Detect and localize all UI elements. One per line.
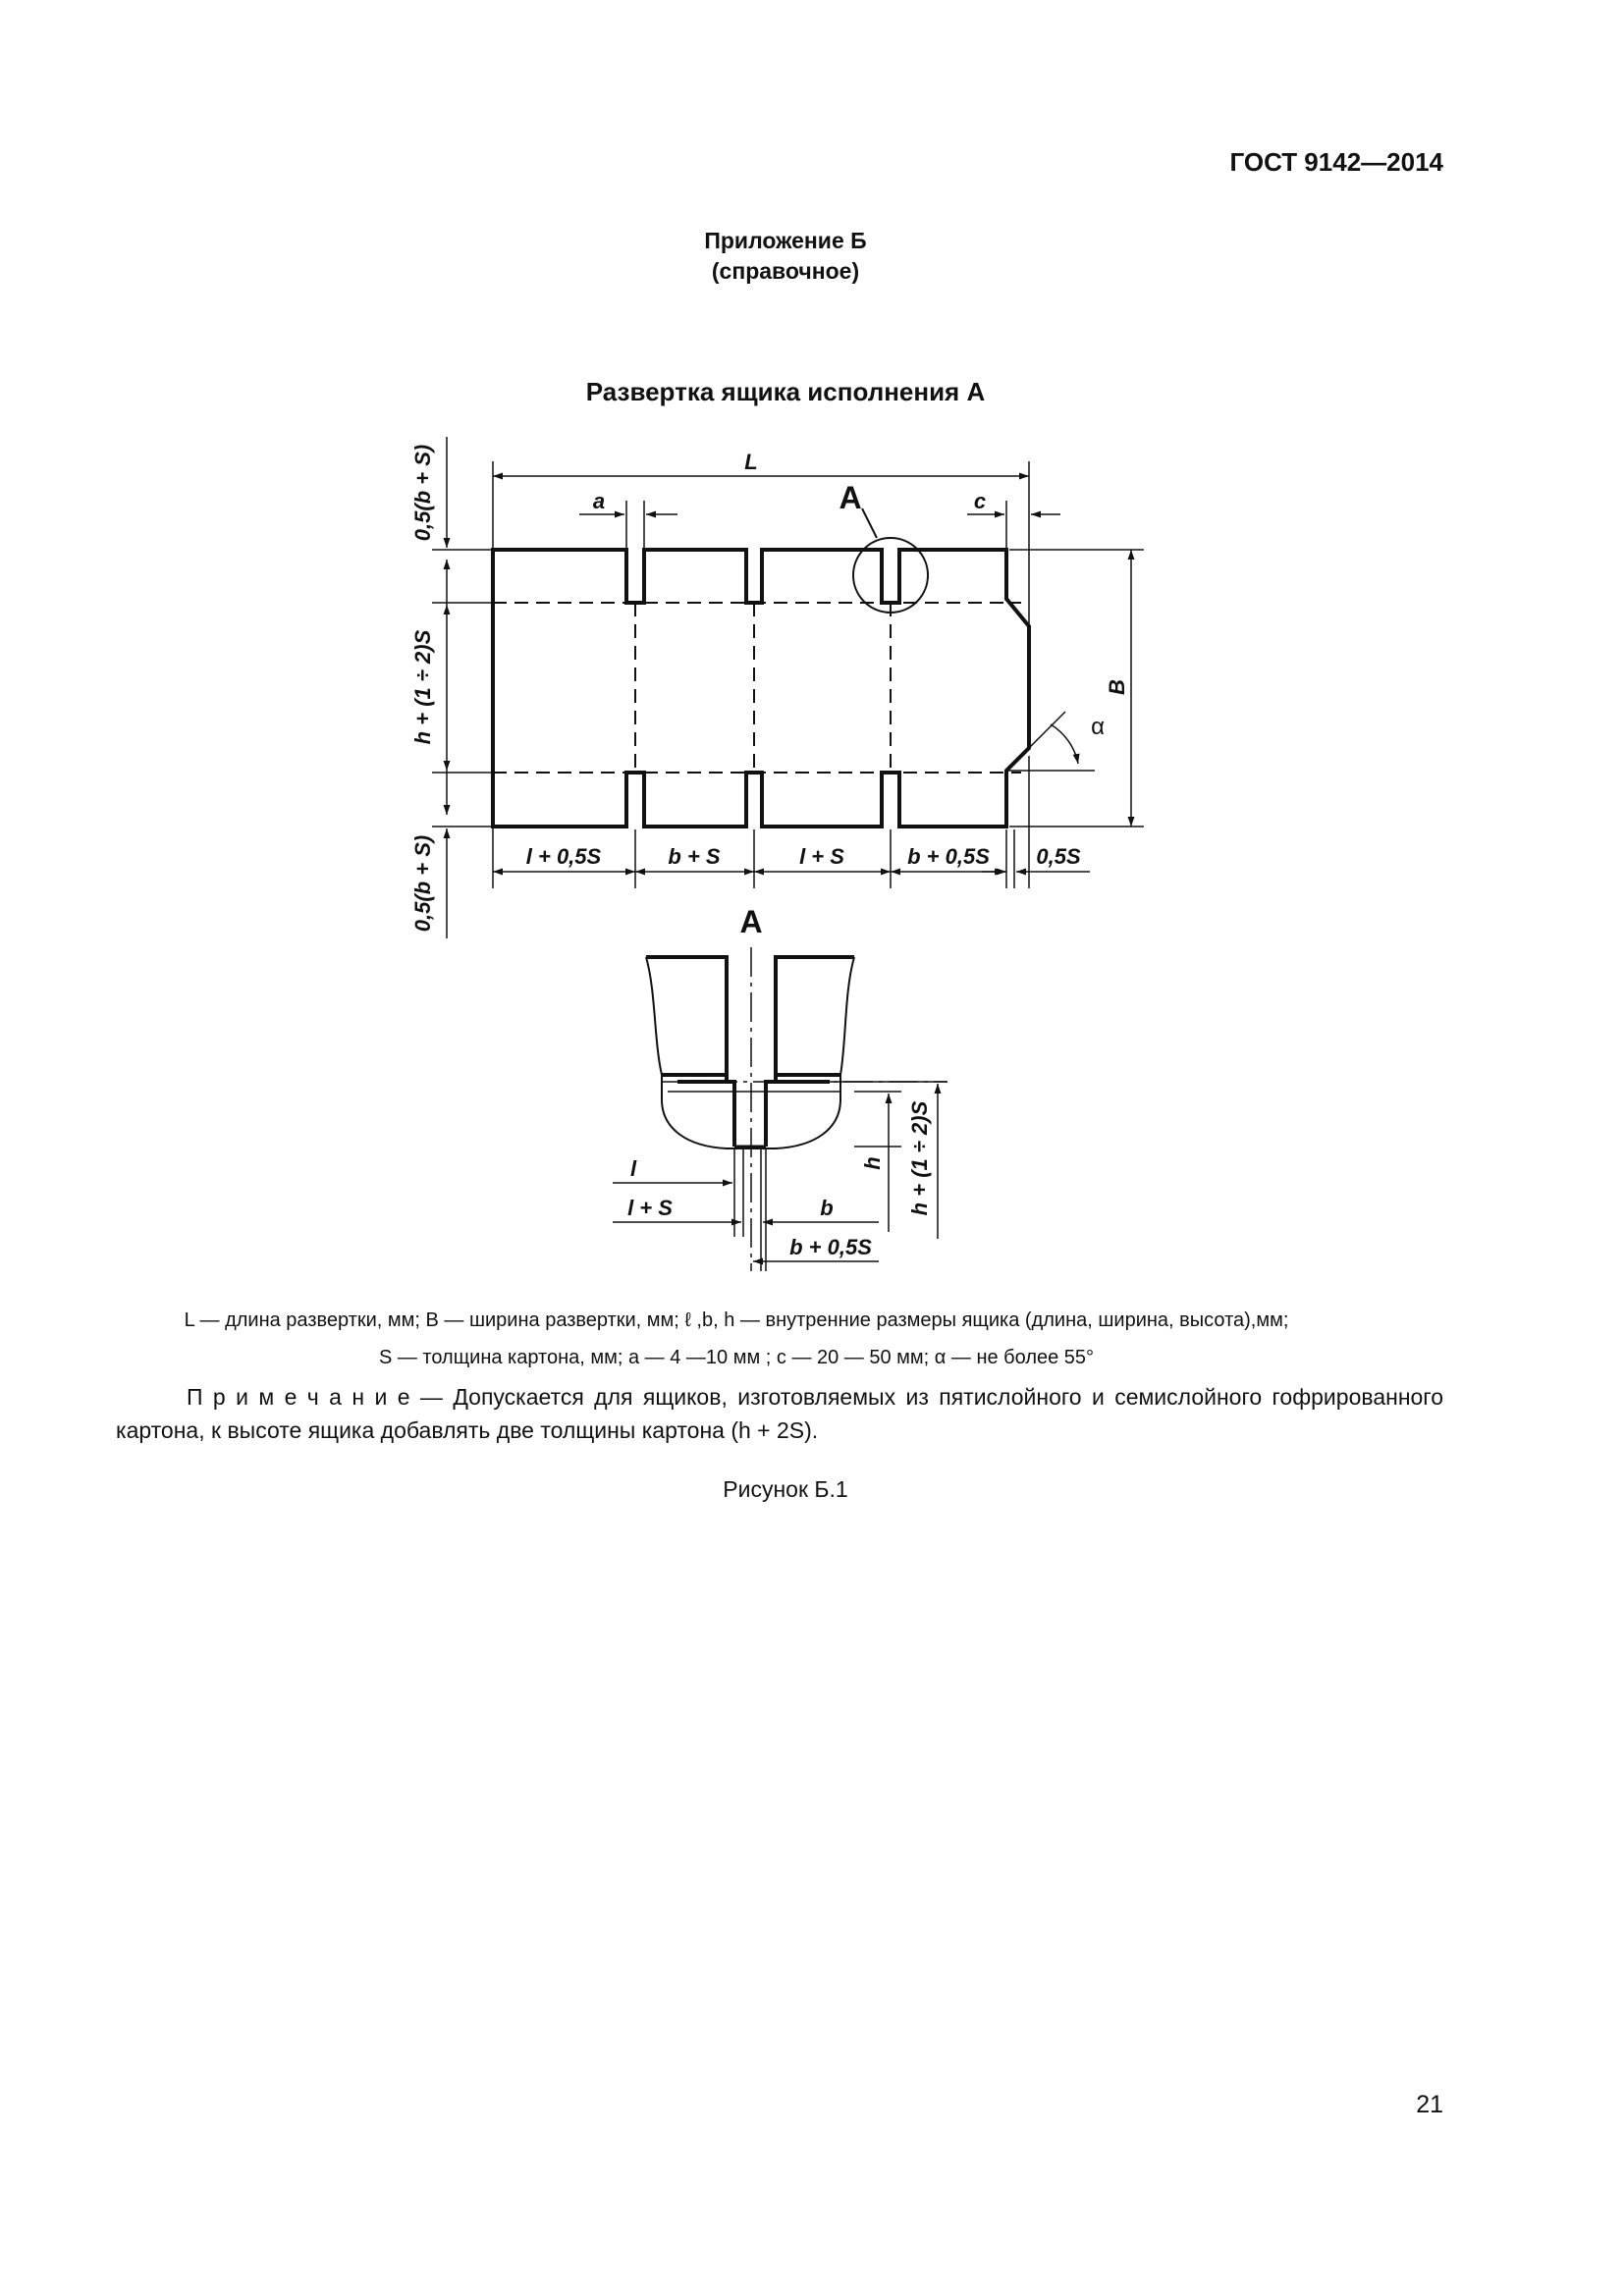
figure-caption: Рисунок Б.1 xyxy=(723,1476,848,1502)
label-c: c xyxy=(973,489,987,513)
label-B: B xyxy=(1105,679,1129,695)
note-label: П р и м е ч а н и е xyxy=(187,1384,410,1410)
note-text: — Допускается для ящиков, изготовляемых из пятислойного и семислойного гофрированного картона, к высоте ящика добавлять две толщины картона (h + 2S). xyxy=(116,1384,1443,1443)
figure-legend xyxy=(98,1302,1375,1376)
label-detail-l: l xyxy=(629,1156,637,1181)
blank-outline xyxy=(493,508,1029,827)
appendix-title: Приложение Б xyxy=(704,228,867,253)
detail-view xyxy=(613,947,947,1271)
label-left-bot: 0,5(b + S) xyxy=(410,834,435,933)
label-alpha: α xyxy=(1091,714,1105,740)
label-left-top: 0,5(b + S) xyxy=(410,444,435,542)
page-number: 21 xyxy=(1416,2091,1443,2118)
label-left-mid: h + (1 ÷ 2)S xyxy=(410,629,435,745)
label-detail-h12S: h + (1 ÷ 2)S xyxy=(907,1100,932,1216)
appendix-subtitle: (справочное) xyxy=(711,258,860,284)
label-bottom-3: l + S xyxy=(799,844,844,869)
label-L: L xyxy=(744,450,758,474)
label-detail-b05S: b + 0,5S xyxy=(789,1235,872,1259)
label-detail-lS: l + S xyxy=(627,1196,673,1220)
label-detail-h: h xyxy=(860,1156,885,1170)
label-bottom-1: l + 0,5S xyxy=(525,844,602,869)
label-bottom-2: b + S xyxy=(668,844,721,869)
figure-title: Развертка ящика исполнения А xyxy=(585,377,986,406)
label-view-A: А xyxy=(839,480,862,515)
figure-note xyxy=(116,1380,1443,1447)
document-code: ГОСТ 9142—2014 xyxy=(1229,147,1443,177)
label-bottom-5: 0,5S xyxy=(1036,844,1081,869)
legend-line-2: S — толщина картона, мм; a — 4 —10 мм ; c — 20 — 50 мм; α — не более 55° xyxy=(378,1347,1095,1368)
legend-line-1: L — длина развертки, мм; B — ширина развертки, мм; ℓ ,b, h — внутренние размеры ящика (длина, ширина, высота),мм; xyxy=(184,1309,1289,1331)
label-a: a xyxy=(592,489,606,513)
label-detail-A: А xyxy=(739,904,763,939)
label-detail-b: b xyxy=(820,1196,834,1220)
label-bottom-4: b + 0,5S xyxy=(907,844,990,869)
